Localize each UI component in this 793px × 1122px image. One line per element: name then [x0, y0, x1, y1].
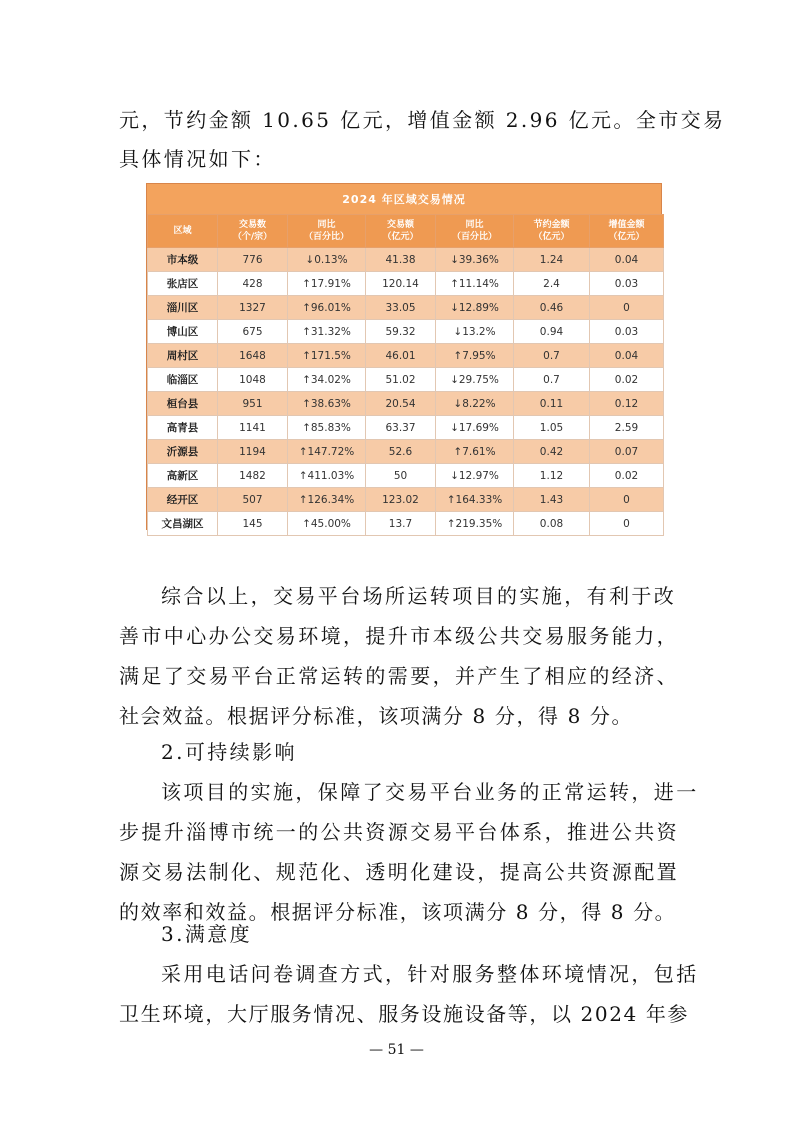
header-savings: 节约金额 （亿元） — [514, 215, 590, 248]
cell-count: 507 — [218, 488, 288, 512]
cell-amount-yoy: ↑219.35% — [436, 512, 514, 536]
cell-count: 145 — [218, 512, 288, 536]
cell-amount: 123.02 — [366, 488, 436, 512]
table-row — [148, 488, 664, 512]
cell-region: 桓台县 — [148, 392, 218, 416]
header-count-yoy: 同比 （百分比） — [288, 215, 366, 248]
table-grid — [147, 214, 664, 536]
table-row — [148, 344, 664, 368]
cell-amount-yoy: ↑164.33% — [436, 488, 514, 512]
cell-amount: 13.7 — [366, 512, 436, 536]
table-row — [148, 272, 664, 296]
cell-savings: 0.7 — [514, 368, 590, 392]
cell-region: 高新区 — [148, 464, 218, 488]
cell-amount-yoy: ↑7.61% — [436, 440, 514, 464]
cell-value-added: 0.12 — [590, 392, 664, 416]
cell-count-yoy: ↑45.00% — [288, 512, 366, 536]
cell-count-yoy: ↑85.83% — [288, 416, 366, 440]
cell-value-added: 0 — [590, 512, 664, 536]
cell-amount-yoy: ↓12.97% — [436, 464, 514, 488]
cell-amount: 120.14 — [366, 272, 436, 296]
cell-count: 1194 — [218, 440, 288, 464]
cell-count-yoy: ↑34.02% — [288, 368, 366, 392]
section-2-line-2: 步提升淄博市统一的公共资源交易平台体系，推进公共资 — [119, 820, 679, 844]
cell-value-added: 0 — [590, 296, 664, 320]
cell-savings: 1.12 — [514, 464, 590, 488]
table-row — [148, 512, 664, 536]
cell-amount: 63.37 — [366, 416, 436, 440]
cell-savings: 1.24 — [514, 248, 590, 272]
cell-amount-yoy: ↓12.89% — [436, 296, 514, 320]
cell-savings: 1.43 — [514, 488, 590, 512]
table-row — [148, 320, 664, 344]
cell-region: 沂源县 — [148, 440, 218, 464]
cell-amount-yoy: ↓8.22% — [436, 392, 514, 416]
summary-line-1: 综合以上，交易平台场所运转项目的实施，有利于改 — [161, 584, 677, 608]
section-2-line-1: 该项目的实施，保障了交易平台业务的正常运转，进一 — [161, 780, 699, 804]
table-title: 2024 年区域交易情况 — [147, 184, 661, 214]
section-3-heading: 3.满意度 — [161, 922, 253, 946]
cell-count: 1327 — [218, 296, 288, 320]
cell-count: 1648 — [218, 344, 288, 368]
cell-amount: 51.02 — [366, 368, 436, 392]
region-trade-table — [146, 183, 662, 530]
cell-amount: 41.38 — [366, 248, 436, 272]
cell-value-added: 0.03 — [590, 320, 664, 344]
table-row — [148, 440, 664, 464]
cell-region: 博山区 — [148, 320, 218, 344]
cell-amount: 52.6 — [366, 440, 436, 464]
cell-value-added: 0.04 — [590, 344, 664, 368]
cell-count: 675 — [218, 320, 288, 344]
table-row — [148, 392, 664, 416]
page-number: — 51 — — [369, 1042, 424, 1058]
cell-region: 高青县 — [148, 416, 218, 440]
cell-savings: 0.46 — [514, 296, 590, 320]
summary-line-4: 社会效益。根据评分标准，该项满分 8 分，得 8 分。 — [119, 704, 634, 728]
cell-amount-yoy: ↓17.69% — [436, 416, 514, 440]
table-row — [148, 296, 664, 320]
cell-count-yoy: ↑17.91% — [288, 272, 366, 296]
cell-savings: 1.05 — [514, 416, 590, 440]
cell-amount: 50 — [366, 464, 436, 488]
cell-amount-yoy: ↓29.75% — [436, 368, 514, 392]
cell-count-yoy: ↑96.01% — [288, 296, 366, 320]
cell-count-yoy: ↓0.13% — [288, 248, 366, 272]
cell-region: 淄川区 — [148, 296, 218, 320]
table-row — [148, 464, 664, 488]
cell-count: 1141 — [218, 416, 288, 440]
cell-amount: 59.32 — [366, 320, 436, 344]
cell-count-yoy: ↑31.32% — [288, 320, 366, 344]
cell-amount: 46.01 — [366, 344, 436, 368]
cell-region: 周村区 — [148, 344, 218, 368]
table-row — [148, 248, 664, 272]
cell-value-added: 0.03 — [590, 272, 664, 296]
section-2-line-4: 的效率和效益。根据评分标准，该项满分 8 分，得 8 分。 — [119, 900, 677, 924]
cell-count: 1482 — [218, 464, 288, 488]
cell-value-added: 0.04 — [590, 248, 664, 272]
cell-count: 776 — [218, 248, 288, 272]
cell-value-added: 0.02 — [590, 368, 664, 392]
intro-line-2: 具体情况如下： — [119, 147, 276, 171]
cell-value-added: 2.59 — [590, 416, 664, 440]
cell-count: 1048 — [218, 368, 288, 392]
header-count: 交易数 （个/宗） — [218, 215, 288, 248]
header-region: 区域 — [148, 215, 218, 248]
table-header-row — [148, 215, 664, 248]
cell-amount-yoy: ↓13.2% — [436, 320, 514, 344]
cell-count-yoy: ↑171.5% — [288, 344, 366, 368]
header-amount-yoy: 同比 （百分比） — [436, 215, 514, 248]
header-value-added: 增值金额 （亿元） — [590, 215, 664, 248]
cell-amount-yoy: ↑11.14% — [436, 272, 514, 296]
cell-value-added: 0 — [590, 488, 664, 512]
cell-count: 428 — [218, 272, 288, 296]
table-row — [148, 416, 664, 440]
cell-region: 张店区 — [148, 272, 218, 296]
section-3-line-1: 采用电话问卷调查方式，针对服务整体环境情况，包括 — [161, 962, 699, 986]
cell-savings: 0.08 — [514, 512, 590, 536]
cell-savings: 0.7 — [514, 344, 590, 368]
table-row — [148, 368, 664, 392]
header-amount: 交易额 （亿元） — [366, 215, 436, 248]
section-3-line-2: 卫生环境，大厅服务情况、服务设施设备等，以 2024 年参 — [119, 1002, 690, 1026]
cell-value-added: 0.02 — [590, 464, 664, 488]
cell-count-yoy: ↑38.63% — [288, 392, 366, 416]
intro-line-1: 元，节约金额 10.65 亿元，增值金额 2.96 亿元。全市交易 — [119, 108, 726, 132]
summary-line-3: 满足了交易平台正常运转的需要，并产生了相应的经济、 — [119, 664, 679, 688]
cell-savings: 0.94 — [514, 320, 590, 344]
cell-value-added: 0.07 — [590, 440, 664, 464]
cell-count: 951 — [218, 392, 288, 416]
cell-count-yoy: ↑411.03% — [288, 464, 366, 488]
section-2-heading: 2.可持续影响 — [161, 740, 297, 764]
cell-count-yoy: ↑147.72% — [288, 440, 366, 464]
cell-region: 市本级 — [148, 248, 218, 272]
section-2-line-3: 源交易法制化、规范化、透明化建设，提高公共资源配置 — [119, 860, 679, 884]
cell-amount: 33.05 — [366, 296, 436, 320]
cell-region: 文昌湖区 — [148, 512, 218, 536]
cell-amount: 20.54 — [366, 392, 436, 416]
cell-amount-yoy: ↑7.95% — [436, 344, 514, 368]
cell-savings: 2.4 — [514, 272, 590, 296]
table-body — [148, 248, 664, 536]
cell-amount-yoy: ↓39.36% — [436, 248, 514, 272]
cell-region: 临淄区 — [148, 368, 218, 392]
cell-savings: 0.11 — [514, 392, 590, 416]
cell-region: 经开区 — [148, 488, 218, 512]
cell-savings: 0.42 — [514, 440, 590, 464]
cell-count-yoy: ↑126.34% — [288, 488, 366, 512]
summary-line-2: 善市中心办公交易环境，提升市本级公共交易服务能力， — [119, 624, 679, 648]
